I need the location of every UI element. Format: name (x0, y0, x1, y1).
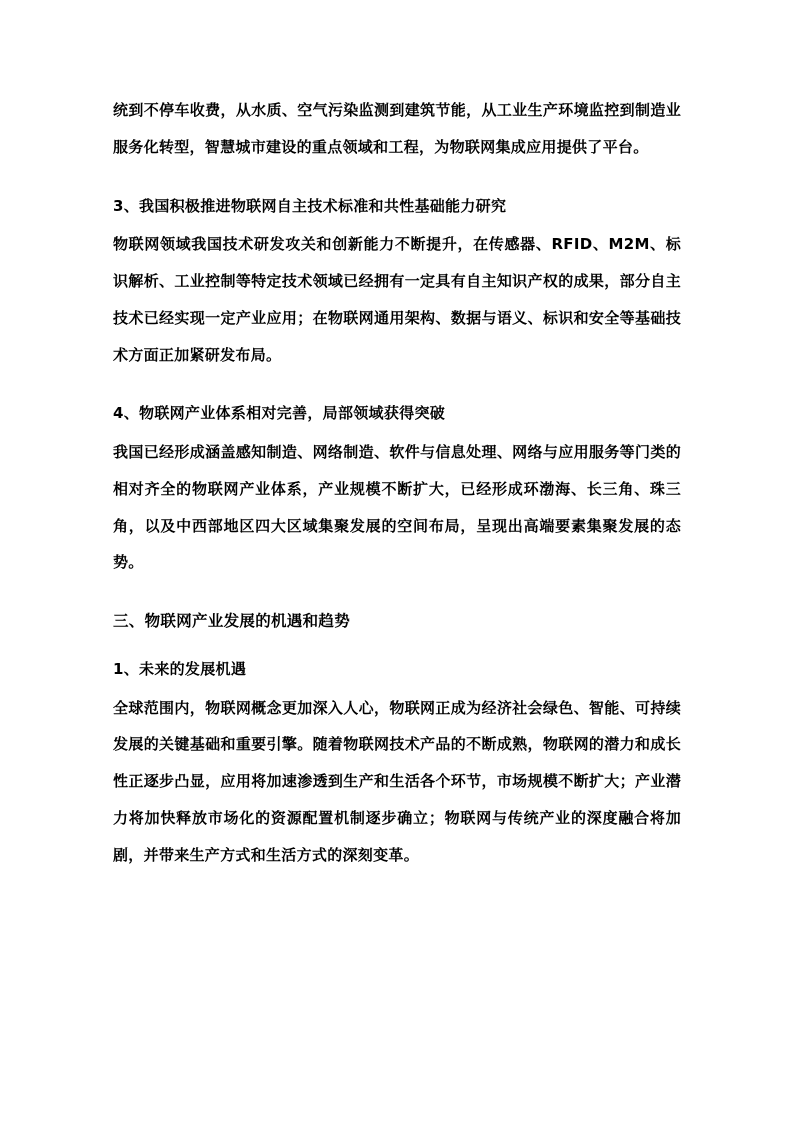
paragraph-section-three-item-1: 全球范围内，物联网概念更加深入人心，物联网正成为经济社会绿色、智能、可持续发展的关键基础和重要引擎。随着物联网技术产品的不断成熟，物联网的潜力和成长性正逐步凸显，应用将加速渗透到生产和生活各个环节，市场规模不断扩大；产业潜力将加快释放市场化的资源配置机制逐步确立；物联网与传统产业的深度融合将加剧，并带来生产方式和生活方式的深刻变革。 (113, 698, 681, 864)
paragraph-item-4: 我国已经形成涵盖感知制造、网络制造、软件与信息处理、网络与应用服务等门类的相对齐全的物联网产业体系，产业规模不断扩大，已经形成环渤海、长三角、珠三角，以及中西部地区四大区域集聚发展的空间布局，呈现出高端要素集聚发展的态势。 (113, 443, 681, 572)
heading-section-three: 三、物联网产业发展的机遇和趋势 (113, 612, 351, 630)
paragraph-intro: 统到不停车收费，从水质、空气污染监测到建筑节能，从工业生产环境监控到制造业服务化转型，智慧城市建设的重点领域和工程，为物联网集成应用提供了平台。 (113, 101, 681, 156)
spacer (113, 587, 681, 593)
heading-item-4: 4、物联网产业体系相对完善，局部领域获得突破 (113, 404, 446, 423)
heading-item-3: 3、我国积极推进物联网自主技术标准和共性基础能力研究 (113, 196, 507, 215)
paragraph-item-3: 物联网领域我国技术研发攻关和创新能力不断提升，在传感器、RFID、M2M、标识解析、工业控制等特定技术领域已经拥有一定具有自主知识产权的成果，部分自主技术已经实现一定产业应用；在物联网通用架构、数据与语义、标识和安全等基础技术方面正加紧研发布局。 (113, 235, 681, 364)
document-content (113, 92, 681, 879)
spacer (113, 379, 681, 385)
heading-section-three-item-1: 1、未来的发展机遇 (113, 659, 247, 678)
spacer (113, 172, 681, 178)
